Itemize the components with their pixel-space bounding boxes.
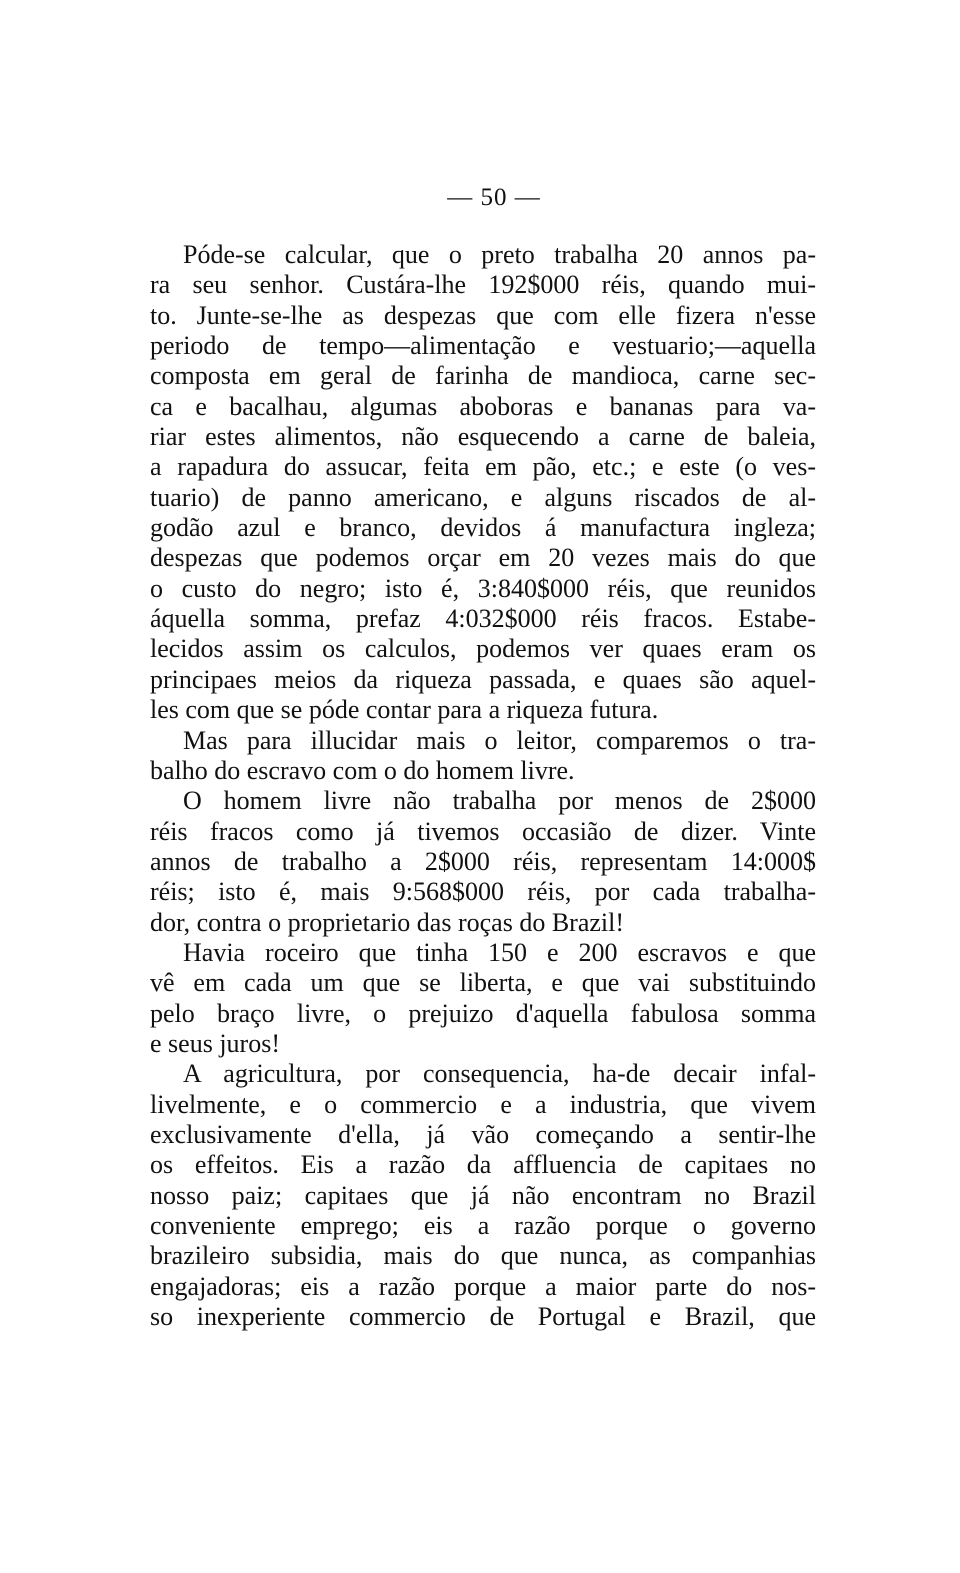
page-number: — 50 — [447,184,541,211]
text-line: composta em geral de farinha de mandioca, carne sec- [150,361,816,391]
text-line: conveniente emprego; eis a razão porque o governo [150,1211,816,1240]
text-line: a rapadura do assucar, feita em pão, etc.; e este (o ves- [150,452,816,482]
text-line: pelo braço livre, o prejuizo d'aquella fabulosa somma [150,998,816,1028]
text-line: brazileiro subsidia, mais do que nunca, as companhias [150,1241,816,1271]
text-line: ra seu senhor. Custára-lhe 192$000 réis, quando mui- [150,270,816,300]
text-line: Póde-se calcular, que o preto trabalha 20 annos pa- [183,240,816,269]
text-line: principaes meios da riqueza passada, e quaes são aquel- [150,664,816,694]
text-line: annos de trabalho a 2$000 réis, representam 14:000$ [150,846,816,876]
paragraph [150,726,816,787]
text-line: periodo de tempo—alimentação e vestuario;—aquella [150,331,816,361]
paragraph [150,786,816,938]
text-line: dor, contra o proprietario das roças do Brazil! [150,907,625,937]
text-line: engajadoras; eis a razão porque a maior parte do nos- [150,1271,816,1301]
text-line: os effeitos. Eis a razão da affluencia de capitaes no [150,1150,816,1180]
text-line: Havia roceiro que tinha 150 e 200 escravos e que [183,937,816,967]
text-line: les com que se póde contar para a riqueza futura. [150,695,659,725]
text-line: réis; isto é, mais 9:568$000 réis, por cada trabalha- [150,877,816,907]
text-line: balho do escravo com o do homem livre. [150,755,575,785]
text-line: so inexperiente commercio de Portugal e Brazil, que [150,1302,816,1332]
text-line: despezas que podemos orçar em 20 vezes mais do que [150,543,816,573]
text-line: ca e bacalhau, algumas aboboras e bananas para va- [150,391,816,421]
paragraph [150,240,816,726]
text-line: lecidos assim os calculos, podemos ver quaes eram os [150,634,816,664]
text-line: Mas para illucidar mais o leitor, comparemos o tra- [183,725,816,755]
text-line: o custo do negro; isto é, 3:840$000 réis, que reunidos [150,573,816,603]
text-line: to. Junte-se-lhe as despezas que com elle fizera n'esse [150,300,816,330]
text-line: A agricultura, por consequencia, ha-de decair infal- [183,1059,816,1089]
text-line: exclusivamente d'ella, já vão começando a sentir-lhe [150,1119,816,1149]
text-line: réis fracos como já tivemos occasião de dizer. Vinte [150,816,816,846]
paragraph [150,938,816,1059]
text-line: nosso paiz; capitaes que já não encontram no Brazil [150,1180,816,1210]
text-line: tuario) de panno americano, e alguns riscados de al- [150,482,816,512]
text-line: vê em cada um que se liberta, e que vai substituindo [150,968,816,998]
text-line: riar estes alimentos, não esquecendo a carne de baleia, [150,422,816,452]
text-line: godão azul e branco, devidos á manufactura ingleza; [150,513,816,543]
text-line: áquella somma, prefaz 4:032$000 réis fracos. Estabe- [150,604,816,634]
text-line: livelmente, e o commercio e a industria, que vivem [150,1089,816,1119]
body-text [150,240,816,1332]
paragraph [150,1059,816,1332]
text-line: e seus juros! [150,1028,280,1058]
text-line: O homem livre não trabalha por menos de 2$000 [183,786,816,816]
